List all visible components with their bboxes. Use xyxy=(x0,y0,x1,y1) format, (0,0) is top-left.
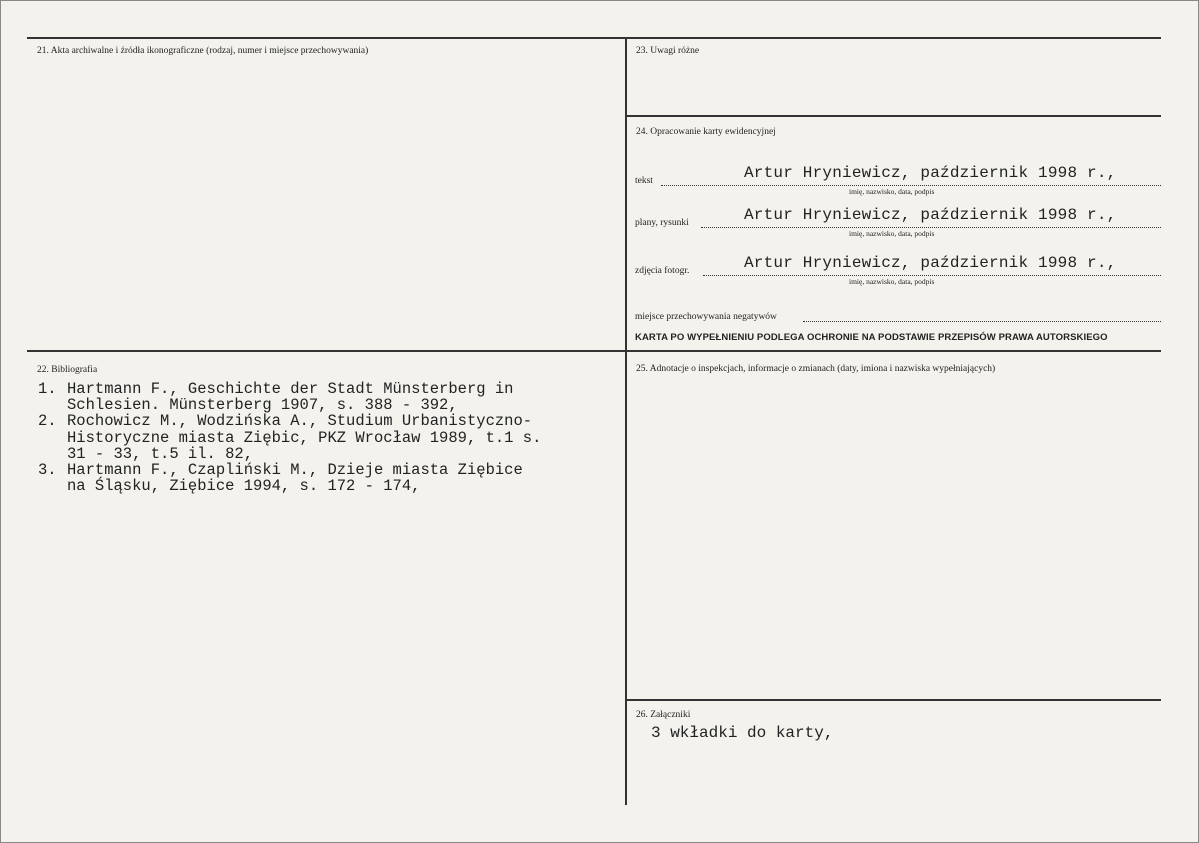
bibliography-entry xyxy=(38,413,541,462)
field-row-tekst xyxy=(635,164,1161,198)
field-label-zdjecia: zdjęcia fotogr. xyxy=(635,266,690,276)
bibliography-entry-line: Historyczne miasta Ziębic, PKZ Wrocław 1989, t.1 s. xyxy=(67,428,542,447)
section23-bottom-rule xyxy=(626,115,1161,117)
bibliography-list xyxy=(38,381,541,494)
field-sublabel: imię, nazwisko, data, podpis xyxy=(849,277,935,286)
section21-label: 21. Akta archiwalne i źródła ikonograficzne (rodzaj, numer i miejsce przechowywania) xyxy=(37,46,369,56)
section23-label: 23. Uwagi różne xyxy=(636,46,700,56)
bibliography-entry-number: 3. xyxy=(38,461,57,480)
attachments-value: 3 wkładki do karty, xyxy=(651,724,834,742)
field-value-plany: Artur Hryniewicz, październik 1998 r., xyxy=(744,206,1117,224)
section22-label: 22. Bibliografia xyxy=(37,365,98,375)
bibliography-entry-line: na Śląsku, Ziębice 1994, s. 172 - 174, xyxy=(67,477,421,496)
bibliography-entry-line: 31 - 33, t.5 il. 82, xyxy=(67,444,254,463)
bibliography-entry-line: Hartmann F., Czapliński M., Dzieje miasta Ziębice xyxy=(67,461,523,480)
copyright-notice: KARTA PO WYPEŁNIENIU PODLEGA OCHRONIE NA PODSTAWIE PRZEPISÓW PRAWA AUTORSKIEGO xyxy=(635,332,1108,343)
dotted-line xyxy=(803,321,1161,322)
bibliography-entry-line: Schlesien. Münsterberg 1907, s. 388 - 392, xyxy=(67,396,458,415)
field-sublabel: imię, nazwisko, data, podpis xyxy=(849,229,935,238)
bibliography-entry-line: Hartmann F., Geschichte der Stadt Münsterberg in xyxy=(67,380,514,398)
section26-label: 26. Załączniki xyxy=(636,710,691,720)
top-rule xyxy=(27,37,1161,39)
bibliography-entry xyxy=(38,462,541,494)
field-row-plany xyxy=(635,206,1161,240)
bibliography-entry-line: Rochowicz M., Wodzińska A., Studium Urbanistyczno- xyxy=(67,412,533,431)
middle-rule xyxy=(27,350,1161,352)
field-label-plany: plany, rysunki xyxy=(635,218,689,228)
bibliography-entry xyxy=(38,381,541,413)
dotted-line xyxy=(701,227,1161,228)
field-label-negatives: miejsce przechowywania negatywów xyxy=(635,312,777,322)
bibliography-entry-number: 1. xyxy=(38,380,57,398)
field-value-zdjecia: Artur Hryniewicz, październik 1998 r., xyxy=(744,254,1117,272)
field-label-tekst: tekst xyxy=(635,176,653,186)
field-value-tekst: Artur Hryniewicz, październik 1998 r., xyxy=(744,164,1117,182)
section25-label: 25. Adnotacje o inspekcjach, informacje o zmianach (daty, imiona i nazwiska wypełniających) xyxy=(636,364,996,374)
field-row-negatives xyxy=(635,300,1161,334)
dotted-line xyxy=(703,275,1161,276)
center-divider xyxy=(625,37,627,805)
bibliography-entry-number: 2. xyxy=(38,412,57,431)
dotted-line xyxy=(661,185,1161,186)
section26-top-rule xyxy=(626,699,1161,701)
field-sublabel: imię, nazwisko, data, podpis xyxy=(849,187,935,196)
section24-label: 24. Opracowanie karty ewidencyjnej xyxy=(636,127,776,137)
field-row-zdjecia xyxy=(635,254,1161,288)
